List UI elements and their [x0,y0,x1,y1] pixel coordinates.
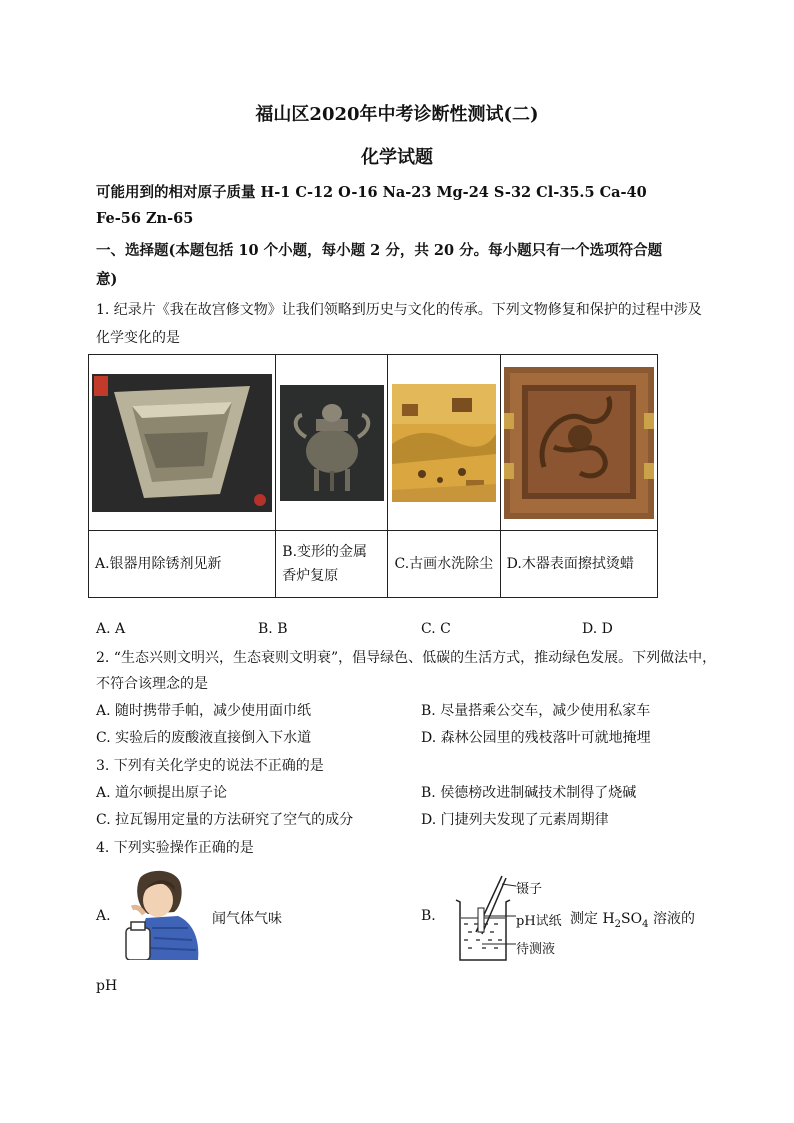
artifact-cell-d [500,355,657,531]
artifact-cell-a [89,355,276,531]
incense-burner-image [280,385,384,501]
smell-gas-illustration [118,868,200,960]
ancient-painting-image [392,384,496,502]
q1-stem-line-1: 1. 纪录片《我在故宫修文物》让我们领略到历史与文化的传承。下列文物修复和保护的过程中涉及 [96,302,702,318]
ph-test-illustration [452,872,518,964]
q4-b-sub-2: 4 [642,918,649,930]
q1-option-c[interactable]: C. C [421,621,451,637]
q3-option-c[interactable]: C. 拉瓦锡用定量的方法研究了空气的成分 [96,812,354,828]
q4-b-text-post: 溶液的 [648,911,695,927]
q3-stem: 3. 下列有关化学史的说法不正确的是 [96,758,324,774]
artifact-cell-c [388,355,500,531]
page-title: 福山区2020年中考诊断性测试(二) [255,104,539,125]
q4-option-b-tail: pH [96,978,118,994]
carved-wood-panel-image [504,367,654,519]
q4-stem: 4. 下列实验操作正确的是 [96,840,254,856]
atomic-mass-line-2: Fe-56 Zn-65 [96,210,194,227]
section-heading-line-1: 一、选择题(本题包括 10 个小题，每小题 2 分，共 20 分。每小题只有一个选项符合题 [96,242,663,259]
q4-option-a-letter[interactable]: A. [96,908,111,924]
q4-b-text-mid: SO [621,911,643,927]
q2-option-c[interactable]: C. 实验后的废酸液直接倒入下水道 [96,730,312,746]
q2-option-a[interactable]: A. 随时携带手帕，减少使用面巾纸 [96,703,312,719]
q4-b-text-pre: 测定 H [570,911,615,927]
q2-option-b[interactable]: B. 尽量搭乘公交车，减少使用私家车 [421,703,651,719]
q2-option-d[interactable]: D. 森林公园里的残枝落叶可就地掩埋 [421,730,651,746]
label-test-liquid: 待测液 [516,942,556,957]
page-subtitle: 化学试题 [361,147,433,168]
q2-stem-line-2: 不符合该理念的是 [96,676,208,692]
q1-option-a[interactable]: A. A [96,621,126,637]
q1-stem-line-2: 化学变化的是 [96,330,180,346]
q4-b-sub-1: 2 [614,918,622,930]
q2-stem-line-1: 2. “生态兴则文明兴，生态衰则文明衰”，倡导绿色、低碳的生活方式，推动绿色发展。下列做法中， [96,650,717,666]
q4-option-b-letter[interactable]: B. [421,908,436,924]
artifact-label-b [276,531,388,598]
silver-box-image [92,374,272,512]
artifact-label-b-text: B.变形的金属香炉复原 [282,544,368,584]
q3-option-d[interactable]: D. 门捷列夫发现了元素周期律 [421,812,609,828]
artifact-label-d: D.木器表面擦拭烫蜡 [500,531,657,598]
q1-artifact-table [88,354,658,598]
q3-option-b[interactable]: B. 侯德榜改进制碱技术制得了烧碱 [421,785,637,801]
q1-option-d[interactable]: D. D [582,621,613,637]
section-heading-line-2: 意) [96,271,118,288]
label-ph-paper: pH试纸 [516,914,562,929]
atomic-mass-line-1: 可能用到的相对原子质量 H-1 C-12 O-16 Na-23 Mg-24 S-32 Cl-35.5 Ca-40 [96,184,647,201]
artifact-label-a: A.银器用除锈剂见新 [89,531,276,598]
artifact-label-c: C.古画水洗除尘 [388,531,500,598]
q1-option-b[interactable]: B. B [258,621,288,637]
artifact-cell-b [276,355,388,531]
q3-option-a[interactable]: A. 道尔顿提出原子论 [96,785,228,801]
q4-option-a-text: 闻气体气味 [212,911,282,927]
label-tweezers: 镊子 [516,882,543,897]
q4-option-b-text [570,908,695,930]
